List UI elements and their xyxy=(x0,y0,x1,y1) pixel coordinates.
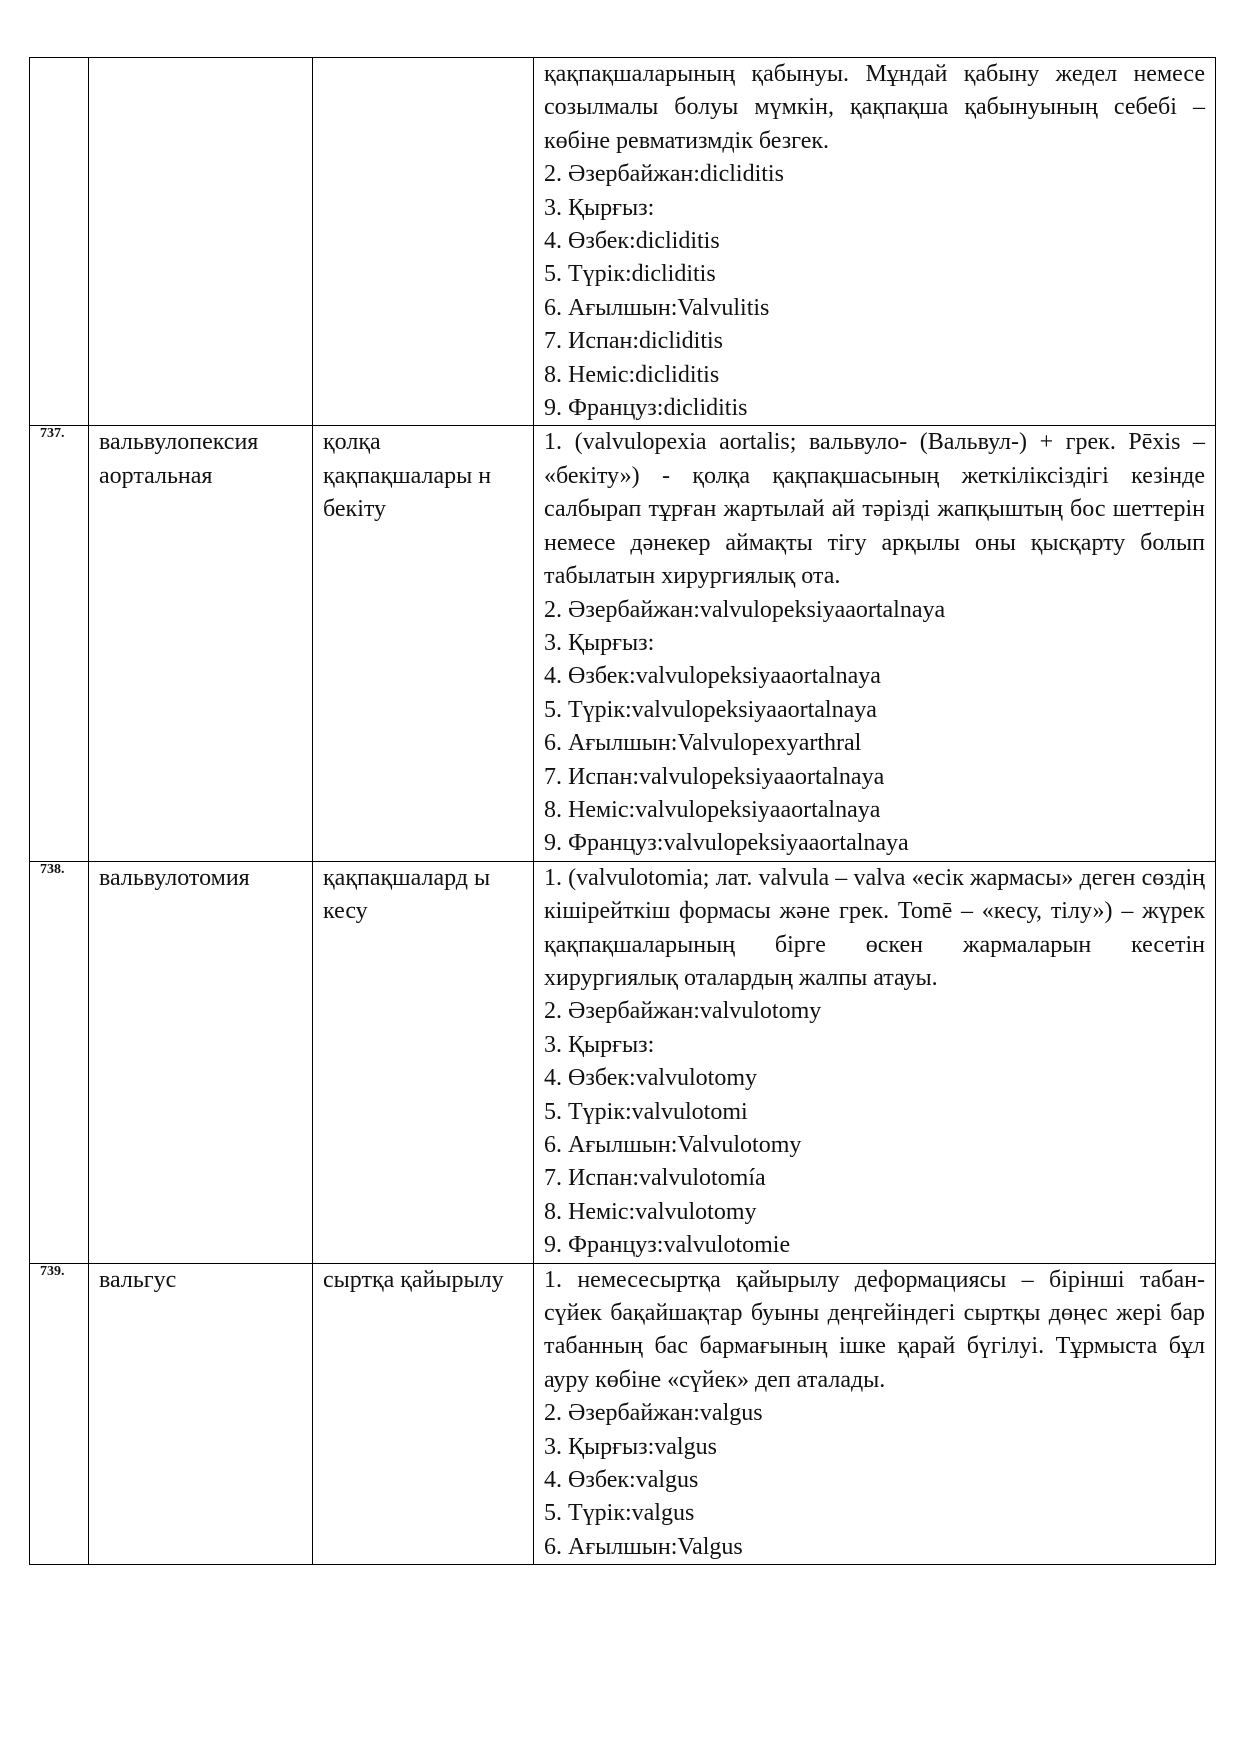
translation-line: 4. Өзбек:valvulopeksiyaaortalnaya xyxy=(544,663,881,690)
definition-text: 1. (valvulopexia aortalis; вальвуло- (Вальвул-) + грек. Pēxis – «бекіту») - қолқа қақпақшасының жеткіліксіздігі кезінде салбырап тұрған жартылай ай тәрізді жапқыштың бос шеттерін немесе дәнекер аймақты тігу арқылы оны қысқарту болып табылатын хирургиялық ота. xyxy=(544,429,1205,590)
definition-text: 1. (valvulotomia; лат. valvula – valva «есік жармасы» деген сөздің кішірейткіш формасы және грек. Tomē – «кесу, тілу») – жүрек қақпақшаларының бірге өскен жармаларын кесетін хирургиялық оталардың жалпы атауы. xyxy=(544,864,1205,991)
translation-line: 8. Неміс:dicliditis xyxy=(544,361,720,388)
translation-line: 2. Әзербайжан:dicliditis xyxy=(544,161,784,188)
translation-line: 7. Испан:valvulotomía xyxy=(544,1165,766,1192)
dictionary-table xyxy=(29,57,1216,1565)
definition-text: қақпақшаларының қабынуы. Мұндай қабыну жедел немесе созылмалы болуы мүмкін, қақпақша қабынуының себебі – көбіне ревматизмдік безгек. xyxy=(544,61,1205,154)
translation-line: 7. Испан:dicliditis xyxy=(544,328,723,355)
russian-term: вальвулопексия аортальная xyxy=(89,426,313,861)
entry-number xyxy=(30,58,89,426)
translation-line: 8. Неміс:valvulotomy xyxy=(544,1198,757,1225)
kazakh-term: қақпақшалард ы кесу xyxy=(313,861,534,1263)
table-row xyxy=(30,1263,1216,1565)
entry-number: 739. xyxy=(30,1263,89,1565)
translation-line: 2. Әзербайжан:valvulotomy xyxy=(544,998,822,1025)
definition-cell xyxy=(534,1263,1216,1565)
translation-line: 5. Түрік:valvulopeksiyaaortalnaya xyxy=(544,696,877,723)
russian-term xyxy=(89,58,313,426)
entry-number: 737. xyxy=(30,426,89,861)
table-row xyxy=(30,58,1216,426)
definition-text: 1. немесесыртқа қайырылу деформациясы – бірінші табан-сүйек бақайшақтар буыны деңгейіндегі сыртқы дөңес жері бар табанның бас бармағының ішке қарай бүгілуі. Тұрмыста бұл ауру көбіне «сүйек» деп аталады. xyxy=(544,1266,1205,1393)
translation-line: 2. Әзербайжан:valgus xyxy=(544,1400,763,1427)
translation-line: 3. Қырғыз:valgus xyxy=(544,1433,717,1460)
translation-line: 5. Түрік:valgus xyxy=(544,1500,695,1527)
definition-cell xyxy=(534,861,1216,1263)
translation-line: 4. Өзбек:valgus xyxy=(544,1467,699,1494)
translation-line: 5. Түрік:dicliditis xyxy=(544,261,716,288)
translation-line: 3. Қырғыз: xyxy=(544,629,655,656)
kazakh-term xyxy=(313,58,534,426)
translation-line: 3. Қырғыз: xyxy=(544,194,655,221)
kazakh-term: сыртқа қайырылу xyxy=(313,1263,534,1565)
translation-line: 9. Француз:dicliditis xyxy=(544,395,748,422)
translation-line: 6. Ағылшын:Valvulotomy xyxy=(544,1132,802,1158)
translation-line: 7. Испан:valvulopeksiyaaortalnaya xyxy=(544,763,885,790)
translation-line: 4. Өзбек:valvulotomy xyxy=(544,1065,758,1092)
kazakh-term: қолқа қақпақшалары н бекіту xyxy=(313,426,534,861)
russian-term: вальвулотомия xyxy=(89,861,313,1263)
definition-cell xyxy=(534,426,1216,861)
translation-line: 6. Ағылшын:Valvulopexyarthral xyxy=(544,730,862,757)
translation-line: 6. Ағылшын:Valgus xyxy=(544,1533,743,1560)
russian-term: вальгус xyxy=(89,1263,313,1565)
translation-line: 2. Әзербайжан:valvulopeksiyaaortalnaya xyxy=(544,596,946,623)
table-row xyxy=(30,426,1216,861)
translation-line: 9. Француз:valvulopeksiyaaortalnaya xyxy=(544,830,909,857)
translation-line: 6. Ағылшын:Valvulitis xyxy=(544,294,770,321)
translation-line: 9. Француз:valvulotomie xyxy=(544,1232,791,1259)
definition-cell xyxy=(534,58,1216,426)
translation-line: 8. Неміс:valvulopeksiyaaortalnaya xyxy=(544,796,881,823)
table-row xyxy=(30,861,1216,1263)
translation-line: 5. Түрік:valvulotomi xyxy=(544,1098,748,1125)
translation-line: 3. Қырғыз: xyxy=(544,1031,655,1058)
translation-line: 4. Өзбек:dicliditis xyxy=(544,228,720,255)
entry-number: 738. xyxy=(30,861,89,1263)
